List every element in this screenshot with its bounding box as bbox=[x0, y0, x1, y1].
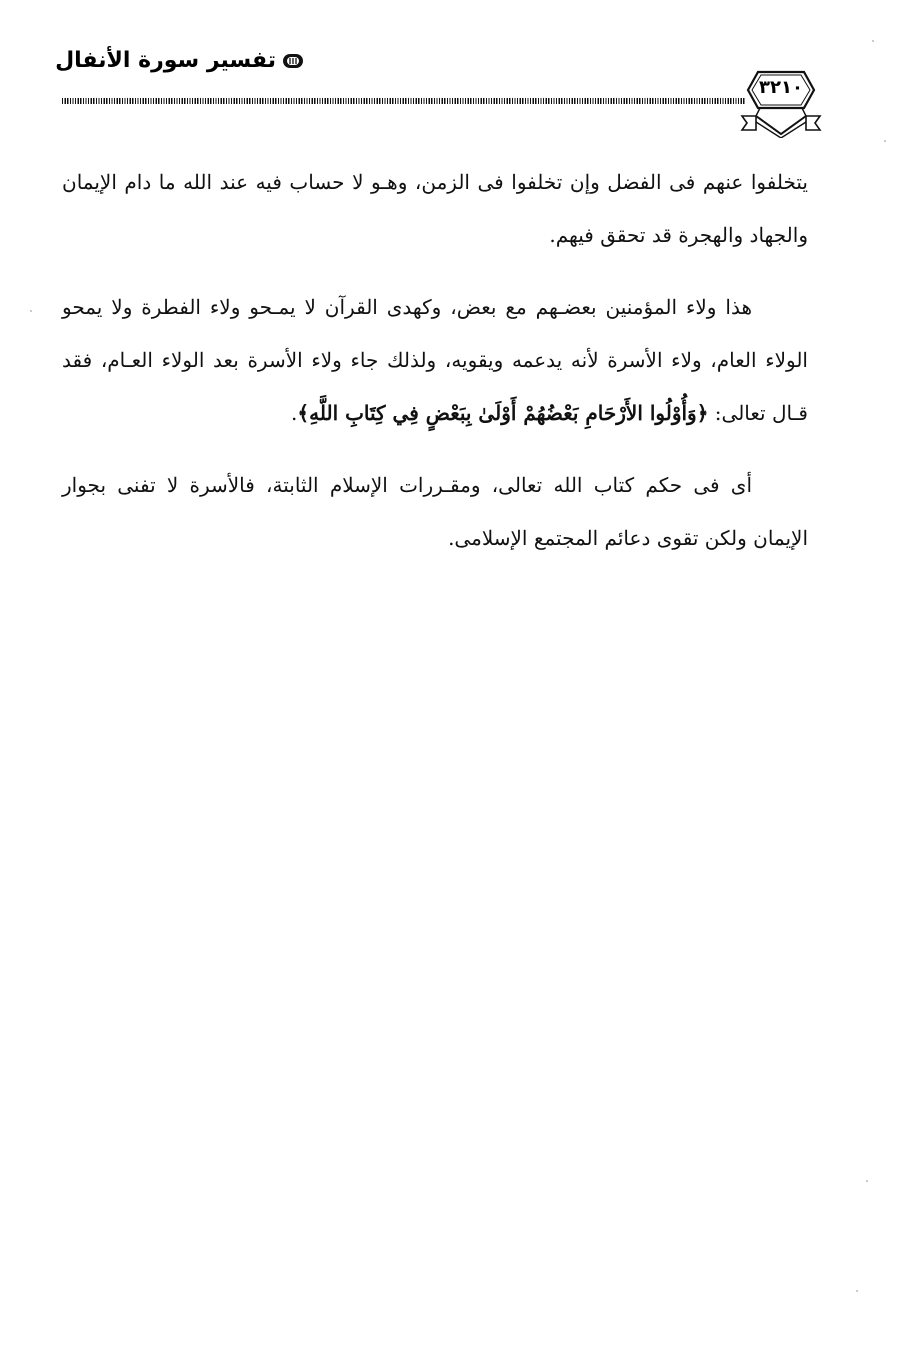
running-title-text: تفسير سورة الأنفال bbox=[55, 48, 276, 73]
arabesque-ornament-icon bbox=[282, 52, 304, 70]
running-header bbox=[44, 48, 304, 73]
paragraph-2-text: هذا ولاء المؤمنين بعضـهم مع بعض، وكهدى القرآن لا يمـحو ولاء الفطرة ولا يمحو الولاء العام، ولاء الأسرة لأنه يدعمه ويقويه، ولذلك جاء ولاء الأسرة بعد الولاء العـام، فقد قـال تعالى: bbox=[62, 295, 808, 425]
quran-verse: ﴿وَأُوْلُوا الأَرْحَامِ بَعْضُهُمْ أَوْلَىٰ بِبَعْضٍ فِي كِتَابِ اللَّهِ﴾ bbox=[297, 401, 709, 425]
ribbon-badge-icon bbox=[738, 60, 824, 138]
page-speck bbox=[856, 1290, 858, 1292]
body-text bbox=[62, 156, 808, 584]
paragraph-2 bbox=[62, 281, 808, 440]
page-speck bbox=[866, 1180, 868, 1182]
paragraph-2-end: . bbox=[291, 401, 298, 425]
paragraph-3: أى فى حكم كتاب الله تعالى، ومقـررات الإسلام الثابتة، فالأسرة لا تفنى بجوار الإيمان ولكن تقوى دعائم المجتمع الإسلامى. bbox=[62, 473, 808, 550]
page-speck bbox=[30, 310, 32, 312]
page-speck bbox=[872, 40, 874, 42]
paragraph-1: يتخلفوا عنهم فى الفضل وإن تخلفوا فى الزمن، وهـو لا حساب فيه عند الله ما دام الإيمان والجهاد والهجرة قد تحقق فيهم. bbox=[62, 170, 808, 247]
header-dotted-rule bbox=[62, 98, 745, 104]
page-speck bbox=[884, 140, 886, 142]
page-number: ٣٢١٠ bbox=[759, 77, 803, 98]
